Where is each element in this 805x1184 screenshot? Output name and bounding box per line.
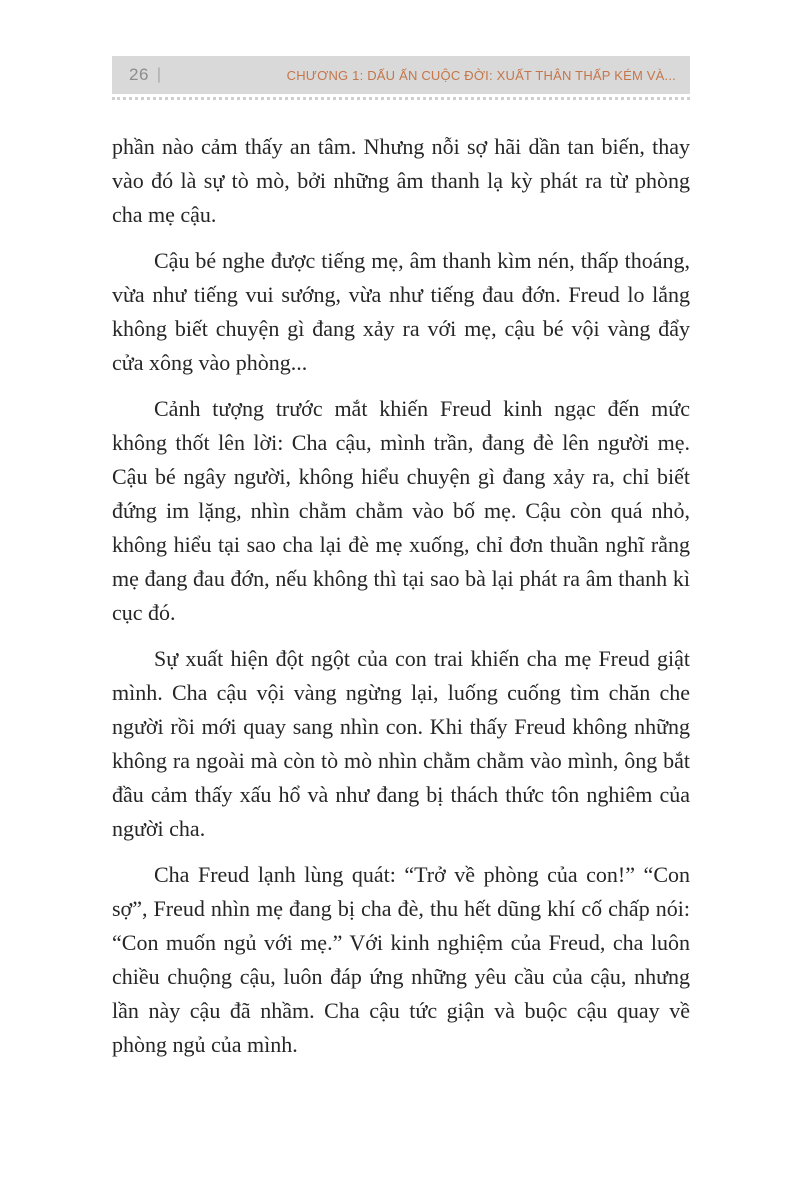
paragraph: Cậu bé nghe được tiếng mẹ, âm thanh kìm nén, thấp thoáng, vừa như tiếng vui sướng, vừa như tiếng đau đớn. Freud lo lắng không biết chuyện gì đang xảy ra với mẹ, cậu bé vội vàng đẩy cửa xông vào phòng... [112, 248, 690, 375]
paragraph: phần nào cảm thấy an tâm. Nhưng nỗi sợ hãi dần tan biến, thay vào đó là sự tò mò, bởi những âm thanh lạ kỳ phát ra từ phòng cha mẹ cậu. [112, 134, 690, 227]
paragraph: Sự xuất hiện đột ngột của con trai khiến cha mẹ Freud giật mình. Cha cậu vội vàng ngừng lại, luống cuống tìm chăn che người rồi mới quay sang nhìn con. Khi thấy Freud không những không ra ngoài mà còn tò mò nhìn chằm chằm vào mình, ông bắt đầu cảm thấy xấu hổ và như đang bị thách thức tôn nghiêm của người cha. [112, 646, 690, 841]
page-body [112, 130, 690, 1062]
header-band [112, 56, 690, 94]
page-number: 26 [129, 65, 149, 84]
paragraph: Cảnh tượng trước mắt khiến Freud kinh ngạc đến mức không thốt lên lời: Cha cậu, mình trần, đang đè lên người mẹ. Cậu bé ngây người, không hiểu chuyện gì đang xảy ra, chỉ biết đứng im lặng, nhìn chằm chằm vào bố mẹ. Cậu còn quá nhỏ, không hiểu tại sao cha lại đè mẹ xuống, chỉ đơn thuần nghĩ rằng mẹ đang đau đớn, nếu không thì tại sao bà lại phát ra âm thanh kì cục đó. [112, 396, 690, 625]
page-header [112, 56, 690, 100]
page-number-separator: | [156, 66, 162, 83]
chapter-title: CHƯƠNG 1: DẤU ẤN CUỘC ĐỜI: XUẤT THÂN THẤP KÉM VÀ... [286, 67, 676, 83]
paragraph: Cha Freud lạnh lùng quát: “Trở về phòng của con!” “Con sợ”, Freud nhìn mẹ đang bị cha đè, thu hết dũng khí cố chấp nói: “Con muốn ngủ với mẹ.” Với kinh nghiệm của Freud, cha luôn chiều chuộng cậu, luôn đáp ứng những yêu cầu của cậu, nhưng lần này cậu đã nhầm. Cha cậu tức giận và buộc cậu quay về phòng ngủ của mình. [112, 862, 690, 1057]
perforated-edge [112, 97, 690, 100]
